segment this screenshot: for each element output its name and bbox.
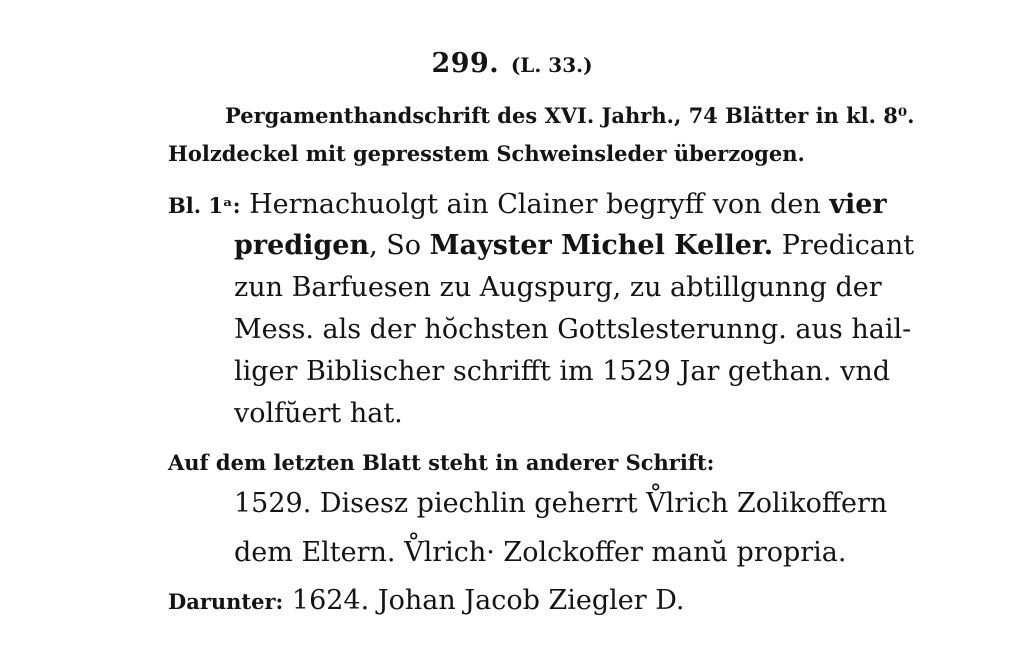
folio-title-bold-2: predigen <box>234 230 370 261</box>
last-leaf-label: Auf dem letzten Blatt steht in anderer Schrift: <box>168 450 715 475</box>
below-line <box>168 585 685 616</box>
folio-text-2b: Predicant <box>781 230 915 261</box>
description-line-2: Holzdeckel mit gepresstem Schweinsleder überzogen. <box>168 141 805 166</box>
description-line-1: Pergamenthandschrift des XVI. Jahrh., 74 Blätter in kl. 8⁰. <box>225 103 915 128</box>
entry-heading <box>0 48 1024 79</box>
folio-text-2a: , So <box>369 230 422 261</box>
folio-label: Bl. 1ᵃ: <box>168 193 241 218</box>
folio-title-bold-1: vier <box>829 189 887 220</box>
last-leaf-line-2: dem Eltern. V̊lrich· Zolckoffer manŭ propria. <box>234 537 847 568</box>
folio-line-2 <box>234 230 934 261</box>
folio-line-6: volfŭert hat. <box>234 398 403 429</box>
folio-author-name: Mayster Michel Keller. <box>429 230 774 261</box>
folio-text-1: Hernachuolgt ain Clainer begryff von den <box>249 189 821 220</box>
entry-number: 299. <box>431 48 500 79</box>
entry-reference: (L. 33.) <box>510 53 593 77</box>
below-label: Darunter: <box>168 589 284 614</box>
below-text: 1624. Johan Jacob Ziegler D. <box>291 585 685 616</box>
folio-line-5: liger Biblischer schrifft im 1529 Jar gethan. vnd <box>234 356 891 387</box>
folio-line-3: zun Barfuesen zu Augspurg, zu abtillgunng der <box>234 272 882 303</box>
last-leaf-line-1: 1529. Disesz piechlin geherrt V̊lrich Zolikoffern <box>234 488 888 519</box>
folio-line-4: Mess. als der hŏchsten Gottslesterunng. aus hail- <box>234 314 912 345</box>
folio-line-1 <box>168 189 932 220</box>
